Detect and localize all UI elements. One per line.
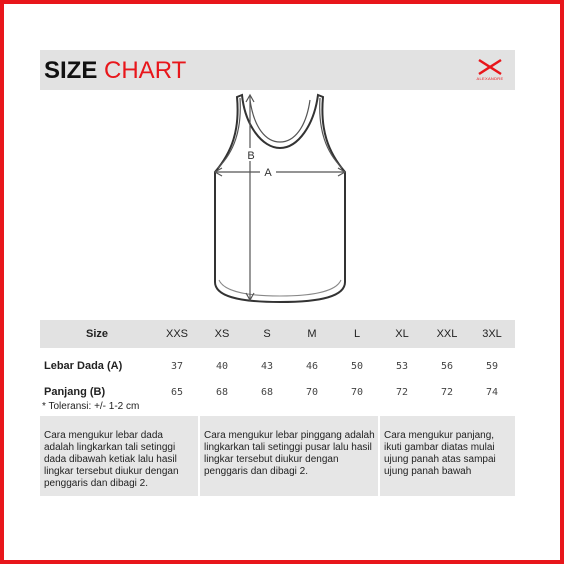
size-col-xxl: XXL: [436, 328, 458, 340]
header-size-label: Size: [86, 328, 109, 340]
table-cell: 65: [170, 387, 184, 398]
logo-text: ALEXANDRE: [476, 76, 504, 81]
table-cell: 74: [485, 387, 499, 398]
row-label-length: Panjang (B): [44, 386, 106, 398]
description-text: Cara mengukur panjang, ikuti gambar diatas mulai ujung panah atas sampai ujung panah bawah: [384, 430, 496, 477]
size-col-3xl: 3XL: [482, 328, 502, 340]
tank-top-diagram: [200, 90, 360, 308]
table-cell: 72: [440, 387, 454, 398]
size-col-xl: XL: [395, 328, 409, 340]
tolerance-note: * Toleransi: +/- 1-2 cm: [42, 401, 140, 412]
table-cell: 68: [215, 387, 229, 398]
table-cell: 56: [440, 361, 454, 372]
table-header-row: [40, 320, 515, 348]
table-cell: 50: [350, 361, 364, 372]
title-bold: SIZE: [44, 57, 98, 84]
size-col-s: S: [263, 328, 271, 340]
label-b: B: [247, 150, 255, 162]
table-cell: 59: [485, 361, 499, 372]
length-measure-description: [380, 416, 515, 496]
table-cell: 70: [350, 387, 364, 398]
table-cell: 37: [170, 361, 184, 372]
waist-measure-description: [200, 416, 378, 496]
table-cell: 53: [395, 361, 409, 372]
size-col-l: L: [353, 328, 361, 340]
size-col-xxs: XXS: [165, 328, 188, 340]
table-cell: 72: [395, 387, 409, 398]
tank-top-outline: [215, 95, 345, 302]
table-cell: 46: [305, 361, 319, 372]
page-title: [44, 57, 186, 85]
size-col-xs: XS: [214, 328, 230, 340]
header-bar: [40, 50, 515, 90]
chest-measure-description: [40, 416, 198, 496]
size-col-m: M: [307, 328, 317, 340]
label-a: A: [264, 167, 272, 179]
table-cell: 43: [260, 361, 274, 372]
title-accent: CHART: [104, 57, 187, 84]
description-text: Cara mengukur lebar dada adalah lingkarkan tali setinggi dada dibawah ketiak lalu hasil lingkar tersebut diukur dengan penggaris dan dibagi 2.: [44, 430, 179, 489]
x-logo-icon: [473, 58, 507, 76]
description-text: Cara mengukur lebar pinggang adalah lingkarkan tali setinggi pusar lalu hasil lingkar tersebut diukur dengan penggaris dan dibagi 2.: [204, 430, 375, 477]
table-row: [40, 353, 515, 380]
brand-logo: [473, 58, 507, 84]
row-label-chest: Lebar Dada (A): [44, 360, 123, 372]
table-cell: 68: [260, 387, 274, 398]
table-cell: 70: [305, 387, 319, 398]
table-cell: 40: [215, 361, 229, 372]
